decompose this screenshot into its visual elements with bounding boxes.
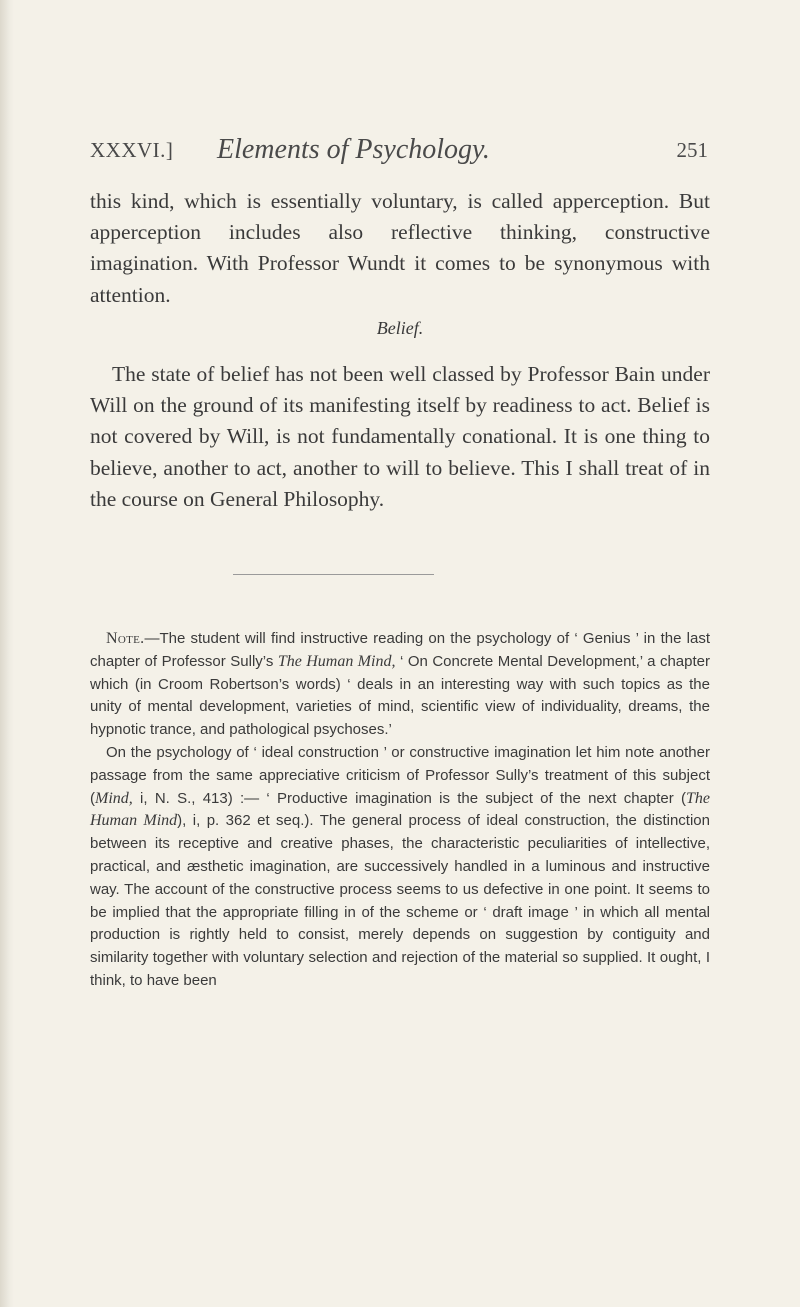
book-title-reference: The Human Mind, — [277, 652, 396, 670]
note-text-segment: —The student will find instructive reading on the psychology of ‘ Genius ’ in the last chapter of Professor Sully’s — [90, 630, 710, 670]
running-head — [90, 134, 708, 168]
journal-title-reference: Mind, — [95, 789, 133, 807]
chapter-number: XXXVI.] — [90, 138, 174, 162]
note-label: Note. — [106, 630, 145, 647]
book-title-reference: The Human Mind — [90, 789, 710, 830]
note-text-segment: ), i, p. 362 et seq.). The general process of ideal construction, the distinction between its receptive and creative phases, the characteristic peculiarities of intellective, practical, and æsthetic imagination, are successively handled in a luminous and instructive way. The account of the constructive process seems to us defective in one point. It seems to be implied that the appropriate filling in of the scheme or ‘ draft image ’ in which all mental production is rightly held to consist, merely depends on suggestion by contiguity and similarity together with voluntary selection and rejection of the material so supplied. It ought, I think, to have been — [90, 812, 710, 989]
note-paragraph-imagination — [90, 742, 710, 993]
body-paragraph-belief: The state of belief has not been well classed by Professor Bain under Will on the ground of its manifesting itself by readiness to act. Belief is not covered by Will, is not fundamentally conational. It is one thing to believe, another to act, another to will to believe. This I shall treat of in the course on General Philosophy. — [90, 362, 710, 511]
section-divider — [233, 574, 434, 575]
note-paragraph-genius — [90, 628, 710, 742]
note-text-segment: i, N. S., 413) :— ‘ Productive imagination is the subject of the next chapter ( — [132, 789, 686, 807]
page-number: 251 — [676, 138, 708, 162]
section-heading-belief: Belief. — [376, 318, 424, 338]
note-text-segment: ‘ On Concrete Mental Development,’ a chapter which (in Croom Robertson’s words) ‘ deals in an interesting way with such topics as the unity of mental development, varieties of mind, scientific view of individuality, dreams, the hypnotic trance, and pathological psychoses.’ — [90, 652, 710, 739]
page-edge-shadow — [0, 0, 14, 1307]
book-title: Elements of Psychology. — [217, 134, 490, 165]
note-text-segment: On the psychology of ‘ ideal construction ’ or constructive imagination let him note another passage from the same appreciative criticism of Professor Sully’s treatment of this subject ( — [90, 744, 710, 807]
body-paragraph-apperception: this kind, which is essentially voluntary, is called apperception. But apperception includes also reflective thinking, constructive imagination. With Professor Wundt it comes to be synonymous with attention. — [90, 189, 710, 307]
